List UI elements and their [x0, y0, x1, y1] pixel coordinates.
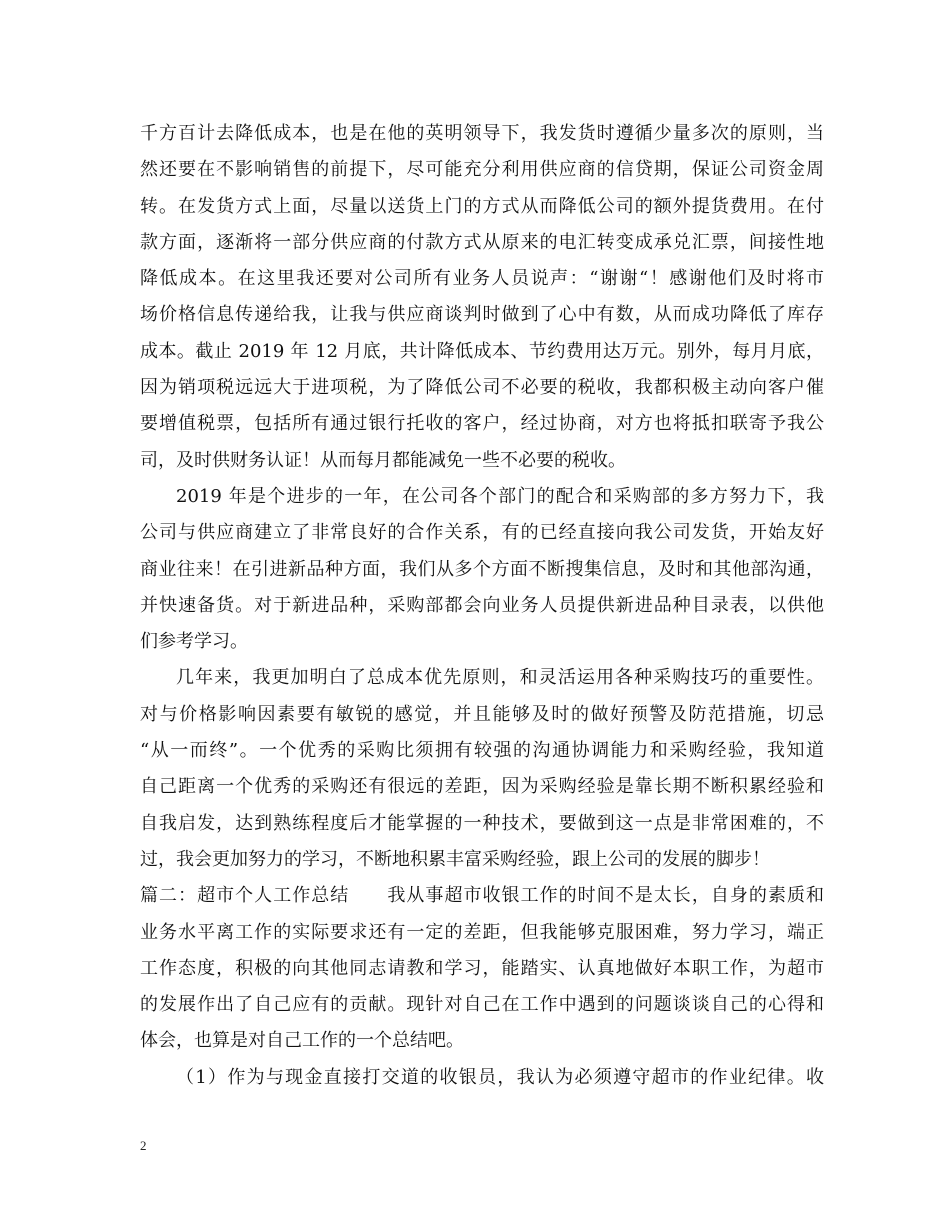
paragraph-first-line: 2019 年是个进步的一年，在公司各个部门的配合和采购部的多方努力下，我 [176, 485, 824, 507]
text-line: 公司与供应商建立了非常良好的合作关系，有的已经直接向我公司发货，开始友好 [140, 522, 824, 544]
text-line: 商业往来！在引进新品种方面，我们从多个方面不断搜集信息，及时和其他部沟通， [140, 558, 824, 580]
text-line: “从一而终”。一个优秀的采购比须拥有较强的沟通协调能力和采购经验，我知道 [140, 740, 824, 762]
body-text [140, 116, 824, 1096]
section-heading-line: 篇二：超市个人工作总结 我从事超市收银工作的时间不是太长，自身的素质和 [140, 885, 824, 907]
text-line: 降低成本。在这里我还要对公司所有业务人员说声：“谢谢“！感谢他们及时将市 [140, 268, 824, 290]
text-line: 体会，也算是对自己工作的一个总结吧。 [140, 1030, 464, 1052]
text-line: 场价格信息传递给我，让我与供应商谈判时做到了心中有数，从而成功降低了库存 [140, 304, 824, 326]
text-line: 工作态度，积极的向其他同志请教和学习，能踏实、认真地做好本职工作，为超市 [140, 957, 824, 979]
text-line: 业务水平离工作的实际要求还有一定的差距，但我能够克服困难，努力学习，端正 [140, 921, 824, 943]
text-line: 们参考学习。 [140, 631, 248, 653]
text-line: 要增值税票，包括所有通过银行托收的客户，经过协商，对方也将抵扣联寄予我公 [140, 413, 824, 435]
paragraph-first-line: 几年来，我更加明白了总成本优先原则，和灵活运用各种采购技巧的重要性。 [176, 667, 824, 689]
text-line: 过，我会更加努力的学习，不断地积累丰富采购经验，跟上公司的发展的脚步！ [140, 848, 770, 870]
text-line: 款方面，逐渐将一部分供应商的付款方式从原来的电汇转变成承兑汇票，间接性地 [140, 231, 824, 253]
text-line: 司，及时供财务认证！从而每月都能减免一些不必要的税收。 [140, 449, 626, 471]
text-line: 的发展作出了自己应有的贡献。现针对自己在工作中遇到的问题谈谈自己的心得和 [140, 994, 824, 1016]
text-line: 并快速备货。对于新进品种，采购部都会向业务人员提供新进品种目录表，以供他 [140, 594, 824, 616]
text-line: 对与价格影响因素要有敏锐的感觉，并且能够及时的做好预警及防范措施，切忌 [140, 703, 824, 725]
text-line: 自己距离一个优秀的采购还有很远的差距，因为采购经验是靠长期不断积累经验和 [140, 776, 824, 798]
page-number: 2 [140, 1138, 147, 1153]
text-line: 转。在发货方式上面，尽量以送货上门的方式从而降低公司的额外提货费用。在付 [140, 195, 824, 217]
text-line: 成本。截止 2019 年 12 月底，共计降低成本、节约费用达万元。别外，每月月底， [140, 340, 824, 362]
text-line: 自我启发，达到熟练程度后才能掌握的一种技术，要做到这一点是非常困难的，不 [140, 812, 824, 834]
text-line: 因为销项税远远大于进项税，为了降低公司不必要的税收，我都积极主动向客户催 [140, 377, 824, 399]
paragraph-first-line: （1）作为与现金直接打交道的收银员，我认为必须遵守超市的作业纪律。收 [176, 1066, 824, 1088]
text-line: 然还要在不影响销售的前提下，尽可能充分利用供应商的信贷期，保证公司资金周 [140, 159, 824, 181]
text-line: 千方百计去降低成本，也是在他的英明领导下，我发货时遵循少量多次的原则，当 [140, 123, 824, 144]
